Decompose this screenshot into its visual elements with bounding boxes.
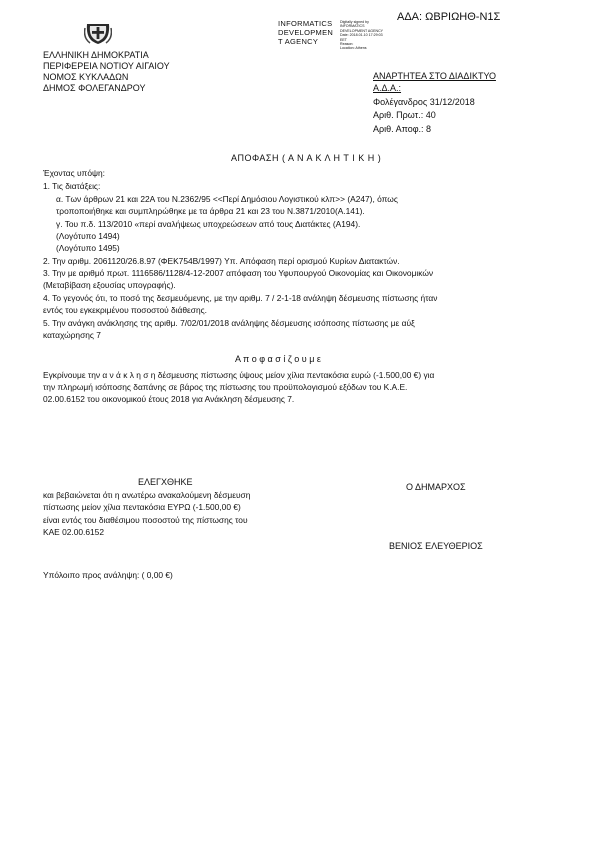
greek-coat-of-arms-icon [84,18,112,46]
stamp-line: DEVELOPMEN [278,28,334,37]
body-line: (Λογότυπο 1494) [56,231,120,241]
body-line: (Λογότυπο 1495) [56,243,120,253]
body-line: (Μεταβίβαση εξουσίας υπογραφής). [43,280,176,290]
checked-line: πίστωσης μείον χίλια πεντακόσια ΕΥΡΩ (-1.500,00 €) [43,502,241,512]
body-line: γ. Του π.δ. 113/2010 «περί αναλήψεως υποχρεώσεων από τους Διατάκτες (Α194). [56,219,361,229]
mayor-name: ΒΕΝΙΟΣ ΕΛΕΥΘΕΡΙΟΣ [389,541,483,551]
stamp-line: T AGENCY [278,37,319,46]
checked-line: είναι εντός του διαθέσιμου ποσοστού της πίστωσης του [43,515,248,525]
body-line: τροποποιήθηκε και συμπληρώθηκε με τα άρθρα 21 και 23 του Ν.3871/2010(Α.141). [56,206,365,216]
body-line: εντός του εγκεκριμένου ποσοστού διάθεσης. [43,305,207,315]
document-date: Φολέγανδρος 31/12/2018 [373,97,475,107]
posted-label: ΑΝΑΡΤΗΤΕΑ ΣΤΟ ΔΙΑΔΙΚΤΥΟ [373,71,496,81]
authority-block [43,50,170,94]
decision-line: την πληρωμή ισόποσης δαπάνης σε βάρος της πίστωσης του προϋπολογισμού εξόδων του Κ.Α.Ε. [43,382,408,392]
mayor-title: Ο ΔΗΜΑΡΧΟΣ [406,482,466,492]
body-line: 5. Την ανάγκη ανάκλησης της αριθμ. 7/02/01/2018 ανάληψης δέσμευσης ισόποσης πίστωσης με αύξ [43,318,415,328]
stamp-detail: EET [340,37,347,42]
stamp-detail: Reason: [340,42,354,47]
stamp-detail: INFORMATICS [340,24,365,29]
checked-line: ΚΑΕ 02.00.6152 [43,527,105,537]
body-line: 3. Την με αριθμό πρωτ. 1116586/1128/4-12-2007 απόφαση του Υφυπουργού Οικονομίας και Οικονομικών [43,268,434,278]
authority-line: ΔΗΜΟΣ ΦΟΛΕΓΑΝΔΡΟΥ [43,83,146,93]
authority-line: ΝΟΜΟΣ ΚΥΚΛΑΔΩΝ [43,72,129,82]
decision-line: Εγκρίνουμε την α ν ά κ λ η σ η δέσμευσης πίστωσης ύψους μείον χίλια πεντακόσια ευρώ (-1.500,00 €) για [43,370,435,380]
stamp-detail: Digitally signed by [340,20,369,24]
ada-header: ΑΔΑ: ΩΒΡΙΩΗΘ-Ν1Σ [397,11,501,23]
ada-label: Α.Δ.Α.: [373,83,402,93]
stamp-detail: Location: Athens [340,46,367,51]
checked-title: ΕΛΕΓΧΘΗΚΕ [138,477,193,487]
decision-heading: Α π ο φ α σ ί ζ ο υ μ ε [235,354,321,364]
body-line: 2. Την αριθμ. 2061120/26.8.97 (ΦΕΚ754Β/1997) Υπ. Απόφαση περί ορισμού Κυρίων Διατακτών. [43,256,400,266]
remaining-balance: Υπόλοιπο προς ανάληψη: ( 0,00 €) [43,570,173,580]
authority-line: ΠΕΡΙΦΕΡΕΙΑ ΝΟΤΙΟΥ ΑΙΓΑΙΟΥ [43,61,170,71]
body-line: Έχοντας υπόψη: [43,168,105,178]
stamp-detail: Date: 2018.01.10 17:29:03 [340,33,383,38]
document-title: ΑΠΟΦΑΣΗ ( Α Ν Α Κ Λ Η Τ Ι Κ Η ) [231,153,382,163]
stamp-line: INFORMATICS [278,19,333,28]
decision-line: 02.00.6152 του οικονομικού έτους 2018 για Ανάκληση δέσμευσης 7. [43,394,295,404]
stamp-detail: DEVELOPMENT AGENCY [340,28,384,33]
decision-number: Αριθ. Αποφ.: 8 [373,124,432,134]
body-line: καταχώρησης 7 [43,330,101,340]
body-line: 1. Τις διατάξεις: [43,181,101,191]
body-line: 4. Το γεγονός ότι, το ποσό της δεσμευόμενης, με την αριθμ. 7 / 2-1-18 ανάληψη δέσμευσης πίστωσης ήταν [43,293,438,303]
body-line: α. Των άρθρων 21 και 22Α του Ν.2362/95 <<Περί Δημόσιου Λογιστικού κλπ>> (Α247), όπως [56,194,398,204]
authority-line: ΕΛΛΗΝΙΚΗ ΔΗΜΟΚΡΑΤΙΑ [43,50,149,60]
checked-line: και βεβαιώνεται ότι η ανωτέρω ανακαλούμενη δέσμευση [43,490,251,500]
protocol-number: Αριθ. Πρωτ.: 40 [373,110,436,120]
